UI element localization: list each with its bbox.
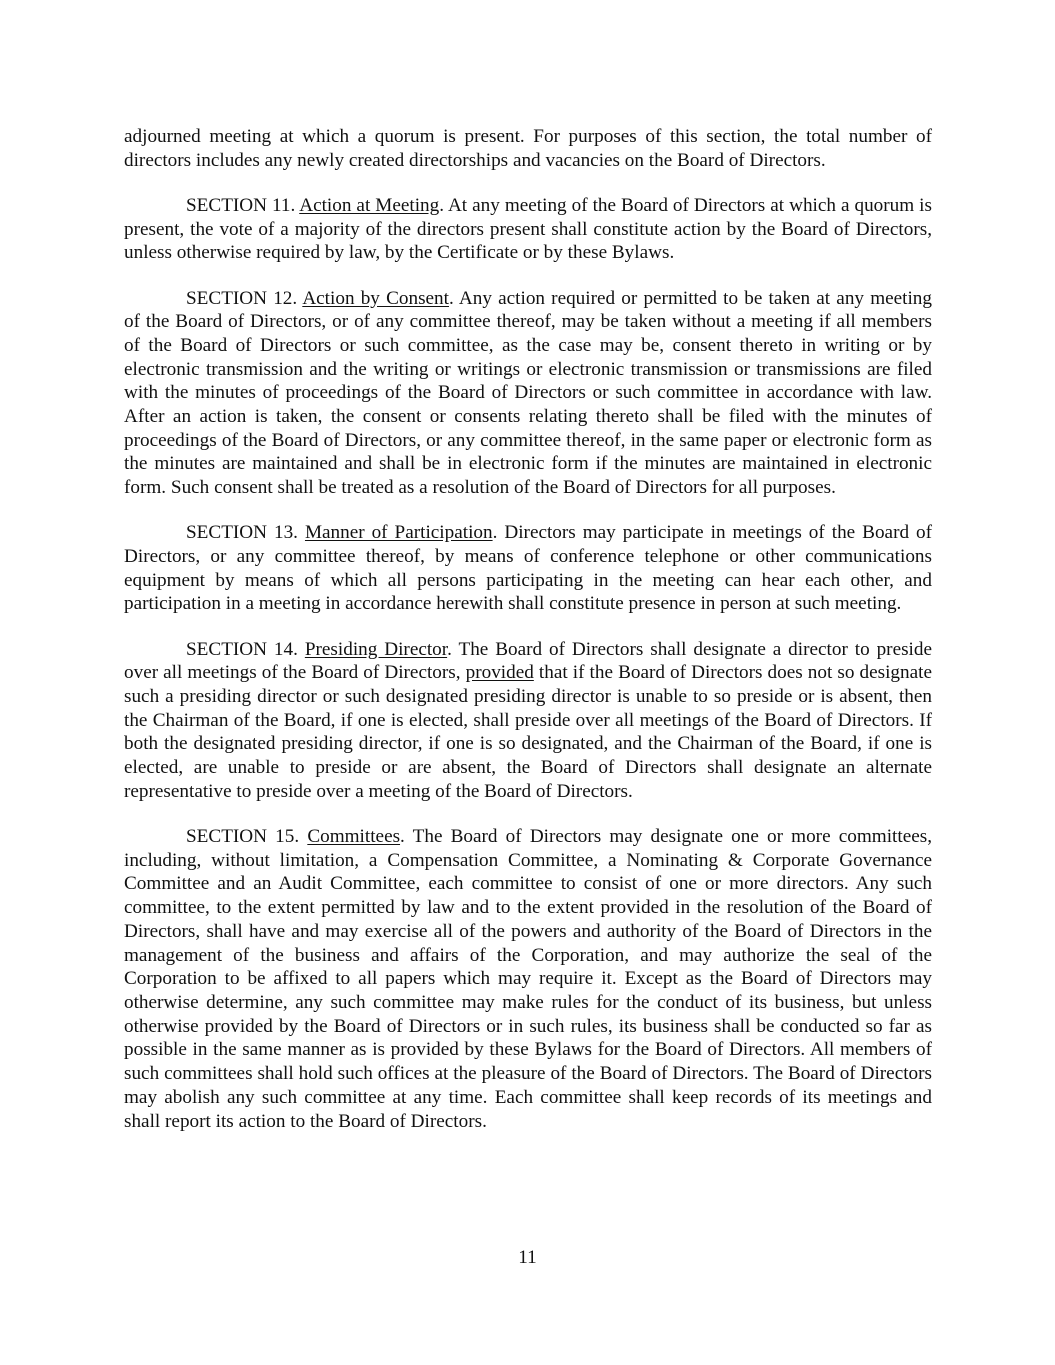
section-11-label: SECTION 11. bbox=[186, 194, 296, 216]
section-11-heading: Action at Meeting bbox=[299, 194, 440, 216]
section-11-paragraph bbox=[124, 194, 932, 265]
section-12-body: . Any action required or permitted to be taken at any meeting of the Board of Directors, or of any committee thereof, may be taken without a meeting if all members of the Board of Directors or such committee, as the case may be, consent thereto in writing or by electronic transmission and the writing or writings or electronic transmission or transmissions are filed with the minutes of proceedings of the Board of Directors or such committee in accordance with law. After an action is taken, the consent or consents relating thereto shall be filed with the minutes of proceedings of the Board of Directors, or any committee thereof, in the same paper or electronic form as the minutes are maintained and shall be in electronic form if the minutes are maintained in electronic form. Such consent shall be treated as a resolution of the Board of Directors for all purposes. bbox=[124, 287, 932, 499]
continuation-paragraph: adjourned meeting at which a quorum is present. For purposes of this section, the total number of directors includes any newly created directorships and vacancies on the Board of Directors. bbox=[124, 126, 932, 171]
section-14-body-before: . The Board of Directors shall designate a director to preside over all meetings of the Board of Directors, bbox=[124, 638, 932, 684]
document-page bbox=[124, 125, 932, 1155]
section-13-body: . Directors may participate in meetings of the Board of Directors, or any committee thereof, by means of conference telephone or other communications equipment by means of which all persons participating in the meeting can hear each other, and participation in a meeting in accordance herewith shall constitute presence in person at such meeting. bbox=[124, 522, 933, 615]
section-13-paragraph bbox=[124, 521, 932, 616]
section-14-emphasis: provided bbox=[465, 662, 534, 684]
section-13-heading: Manner of Participation bbox=[304, 522, 493, 544]
section-12-label: SECTION 12. bbox=[186, 287, 298, 309]
page-number: 11 bbox=[518, 1247, 537, 1268]
section-15-label: SECTION 15. bbox=[186, 826, 300, 848]
section-15-heading: Committees bbox=[307, 826, 401, 848]
section-14-paragraph bbox=[124, 638, 932, 804]
section-15-paragraph bbox=[124, 825, 932, 1133]
section-12-heading: Action by Consent bbox=[302, 287, 449, 309]
section-14-heading: Presiding Director bbox=[304, 638, 448, 660]
section-15-body: . The Board of Directors may designate one or more committees, including, without limitation, a Compensation Committee, a Nominating & Corporate Governance Committee and an Audit Committee, each committee to consist of one or more directors. Any such committee, to the extent permitted by law and to the extent provided in the resolution of the Board of Directors, shall have and may exercise all of the powers and authority of the Board of Directors in the management of the business and affairs of the Corporation, and may authorize the seal of the Corporation to be affixed to all papers which may require it. Except as the Board of Directors may otherwise determine, any such committee may make rules for the conduct of its business, but unless otherwise provided by the Board of Directors or in such rules, its business shall be conducted so far as possible in the same manner as is provided by these Bylaws for the Board of Directors. All members of such committees shall hold such offices at the pleasure of the Board of Directors. The Board of Directors may abolish any such committee at any time. Each committee shall keep records of its meetings and shall report its action to the Board of Directors. bbox=[124, 826, 932, 1132]
section-14-body-after: that if the Board of Directors does not so designate such a presiding director or such designated presiding director is unable to so preside or is absent, then the Chairman of the Board, if one is elected, shall preside over all meetings of the Board of Directors. If both the designated presiding director, if one is so designated, and the Chairman of the Board, if one is elected, are unable to preside or are absent, the Board of Directors shall designate an alternate representative to preside over a meeting of the Board of Directors. bbox=[124, 662, 932, 802]
section-14-label: SECTION 14. bbox=[186, 638, 298, 660]
section-13-label: SECTION 13. bbox=[186, 522, 298, 544]
section-11-body: . At any meeting of the Board of Directors at which a quorum is present, the vote of a majority of the directors present shall constitute action by the Board of Directors, unless otherwise required by law, by the Certificate or by these Bylaws. bbox=[124, 194, 932, 264]
section-12-paragraph bbox=[124, 287, 932, 500]
